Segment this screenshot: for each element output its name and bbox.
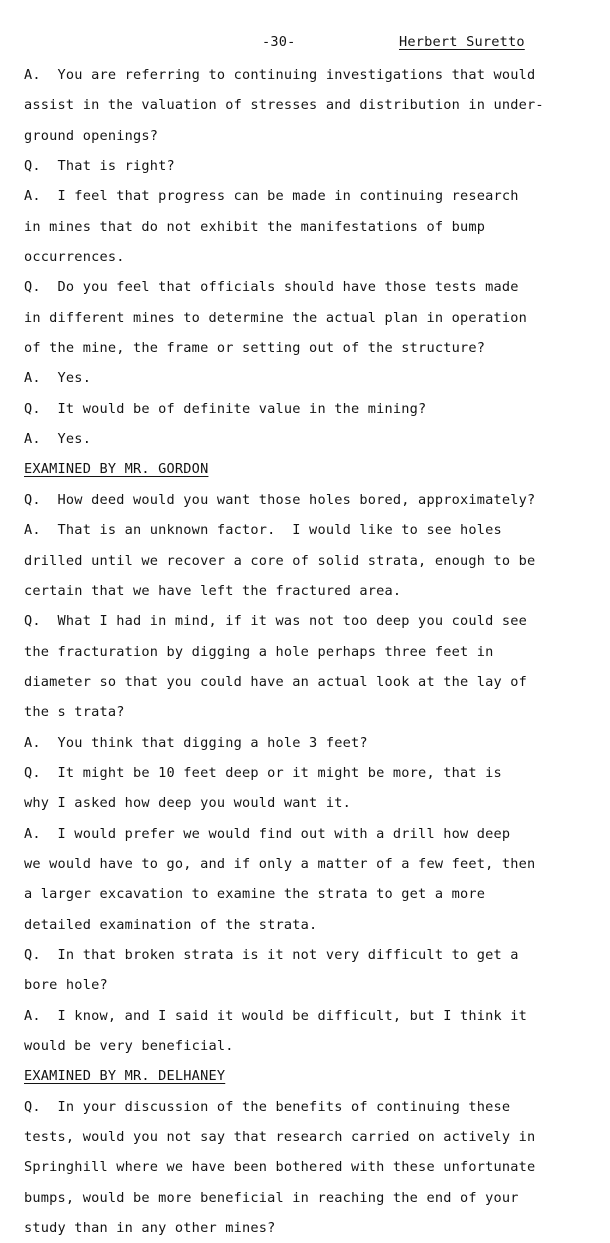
transcript-line: A. I know, and I said it would be difficult, but I think it xyxy=(24,1007,528,1024)
transcript-line: the fracturation by digging a hole perhaps three feet in xyxy=(24,643,494,660)
transcript-line: would be very beneficial. xyxy=(24,1038,234,1054)
transcript-line: Q. What I had in mind, if it was not too deep you could see xyxy=(24,613,528,630)
transcript-line: assist in the valuation of stresses and distribution in under- xyxy=(24,97,544,114)
transcript-line: diameter so that you could have an actual look at the lay of xyxy=(24,673,528,690)
transcript-line: A. Yes. xyxy=(24,370,92,387)
transcript-line: occurrences. xyxy=(24,249,125,266)
section-heading-gordon: EXAMINED BY MR. GORDON xyxy=(24,461,209,478)
transcript-line: study than in any other mines? xyxy=(24,1220,276,1237)
transcript-line: we would have to go, and if only a matter of a few feet, then xyxy=(24,855,536,872)
witness-name: Herbert Suretto xyxy=(399,34,525,50)
transcript-line: in mines that do not exhibit the manifestations of bump xyxy=(24,218,486,235)
transcript-line: Q. It might be 10 feet deep or it might be more, that is xyxy=(24,764,502,781)
transcript-line: Springhill where we have been bothered with these unfortunate xyxy=(24,1159,536,1176)
transcript-line: Q. Do you feel that officials should have those tests made xyxy=(24,279,519,296)
section-heading-delhaney: EXAMINED BY MR. DELHANEY xyxy=(24,1068,226,1085)
transcript-line: A. I would prefer we would find out with a drill how deep xyxy=(24,825,511,842)
transcript-line: A. Yes. xyxy=(24,431,92,448)
transcript-line: Q. That is right? xyxy=(24,158,175,175)
transcript-line: drilled until we recover a core of solid strata, enough to be xyxy=(24,552,536,569)
transcript-line: of the mine, the frame or setting out of the structure? xyxy=(24,340,486,357)
transcript-line: a larger excavation to examine the strata to get a more xyxy=(24,886,486,903)
transcript-line: detailed examination of the strata. xyxy=(24,916,318,933)
transcript-line: Q. In that broken strata is it not very difficult to get a xyxy=(24,946,519,963)
transcript-line: bore hole? xyxy=(24,977,108,994)
transcript-line: Q. How deed would you want those holes bored, approximately? xyxy=(24,491,536,508)
transcript-body xyxy=(24,60,594,1243)
transcript-line: certain that we have left the fractured area. xyxy=(24,582,402,599)
transcript-line: tests, would you not say that research carried on actively in xyxy=(24,1129,536,1146)
transcript-line: why I asked how deep you would want it. xyxy=(24,795,351,812)
transcript-line: A. I feel that progress can be made in continuing research xyxy=(24,188,519,205)
transcript-line: Q. It would be of definite value in the mining? xyxy=(24,400,427,417)
transcript-line: the s trata? xyxy=(24,704,125,721)
transcript-line: Q. In your discussion of the benefits of continuing these xyxy=(24,1098,511,1115)
page-header xyxy=(0,34,610,54)
page-number: -30- xyxy=(262,34,296,50)
transcript-line: A. You think that digging a hole 3 feet? xyxy=(24,734,368,751)
transcript-line: A. You are referring to continuing investigations that would xyxy=(24,67,536,83)
transcript-line: bumps, would be more beneficial in reaching the end of your xyxy=(24,1189,519,1206)
transcript-line: in different mines to determine the actual plan in operation xyxy=(24,309,528,326)
transcript-line: ground openings? xyxy=(24,127,159,144)
transcript-line: A. That is an unknown factor. I would like to see holes xyxy=(24,522,502,539)
